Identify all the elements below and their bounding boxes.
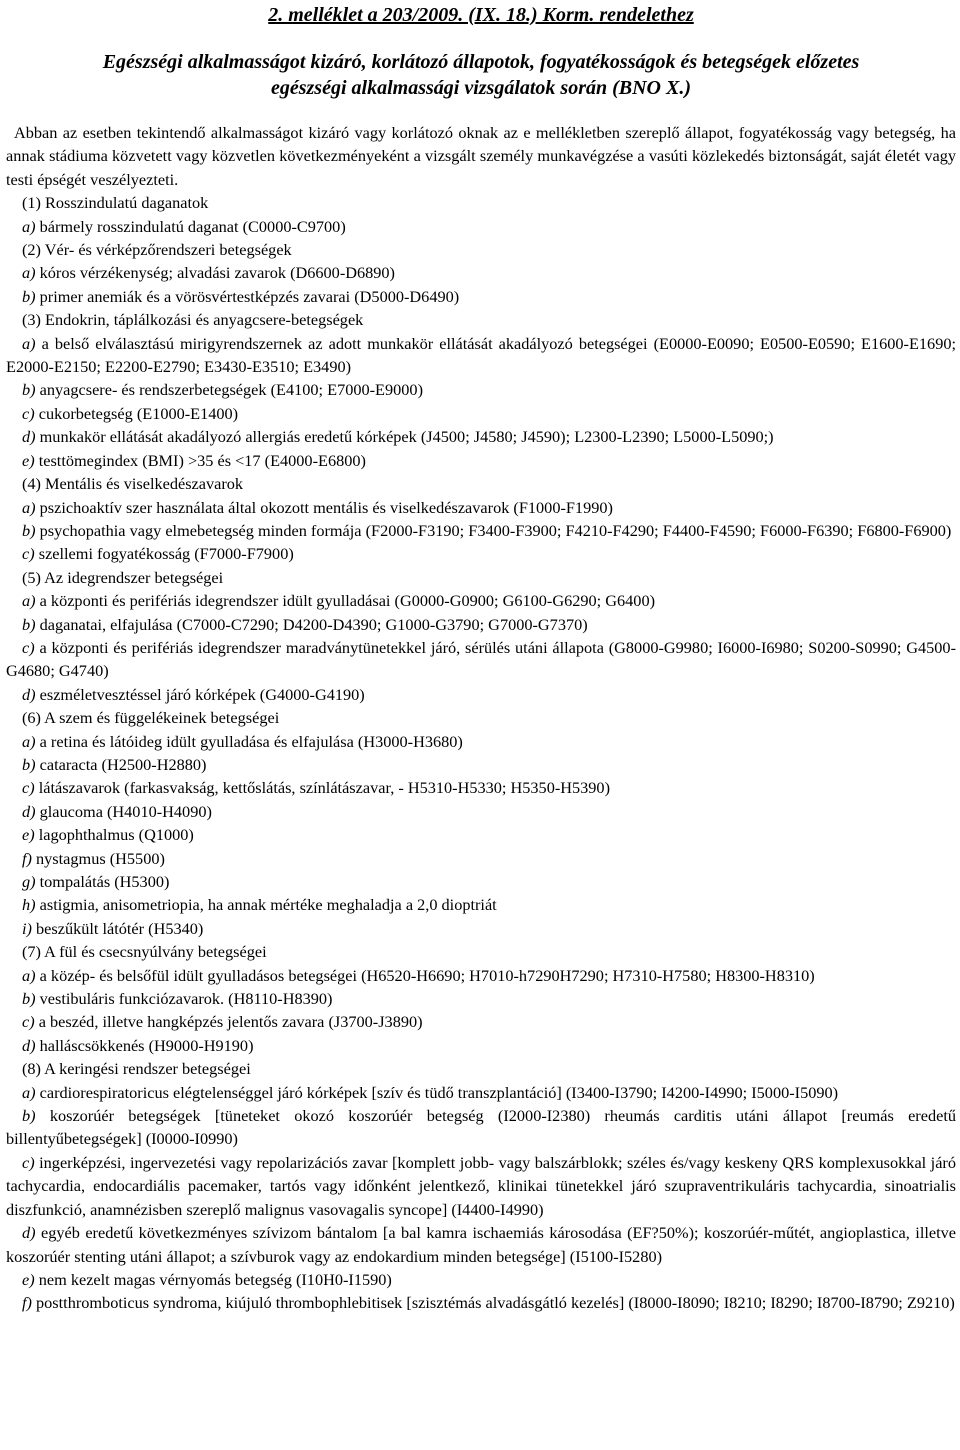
list-item	[6, 823, 956, 846]
item-letter: c)	[22, 403, 35, 423]
item-letter: c)	[22, 778, 35, 798]
item-text: kóros vérzékenység; alvadási zavarok (D6600-D6890)	[35, 263, 395, 283]
item-text: szellemi fogyatékosság (F7000-F7900)	[34, 544, 294, 564]
item-letter: e)	[22, 825, 35, 845]
item-text: a belső elválasztású mirigyrendszernek az adott munkakör ellátását akadályozó betegségei (E0000-E0090; E0500-E0590; E1600-E1690; E2000-E2150; E2200-E2790; E3430-E3510; E3490)	[6, 333, 956, 377]
item-text: cukorbetegség (E1000-E1400)	[34, 403, 239, 423]
list-item	[6, 893, 956, 916]
item-letter: b)	[22, 614, 36, 634]
item-letter: b)	[22, 989, 36, 1009]
list-item	[6, 215, 956, 238]
list-item	[6, 870, 956, 893]
list-item	[6, 1034, 956, 1057]
item-text: beszűkült látótér (H5340)	[31, 918, 204, 938]
list-item	[6, 402, 956, 425]
item-letter: b)	[22, 754, 36, 774]
item-text: (3) Endokrin, táplálkozási és anyagcsere-betegségek	[22, 310, 364, 330]
item-letter: a)	[22, 216, 36, 236]
section-heading	[6, 238, 956, 261]
item-text: a közép- és belsőfül idült gyulladásos betegségei (H6520-H6690; H7010-h7290H7290; H7310-H7580; H8300-H8310)	[35, 965, 815, 985]
item-letter: d)	[22, 684, 36, 704]
item-text: munkakör ellátását akadályozó allergiás eredetű kórképek (J4500; J4580; J4590); L2300-L2390; L5000-L5090;)	[35, 427, 774, 447]
item-text: lagophthalmus (Q1000)	[34, 825, 194, 845]
list-item	[6, 1104, 956, 1151]
item-letter: h)	[22, 895, 36, 915]
item-letter: d)	[22, 427, 36, 447]
item-letter: a)	[22, 333, 36, 353]
list-item	[6, 589, 956, 612]
item-letter: g)	[22, 872, 36, 891]
item-text: primer anemiák és a vörösvértestképzés zavarai (D5000-D6490)	[35, 286, 460, 306]
section-heading	[6, 566, 956, 589]
item-text: (2) Vér- és vérképzőrendszeri betegségek	[22, 240, 292, 260]
item-letter: f)	[22, 1293, 32, 1313]
list-item	[6, 542, 956, 565]
list-item	[6, 285, 956, 308]
document-page	[6, 0, 956, 1315]
section-heading	[6, 706, 956, 729]
title-line-2: egészségi alkalmassági vizsgálatok során (BNO X.)	[270, 77, 692, 99]
item-text: nystagmus (H5500)	[31, 848, 165, 868]
item-text: anyagcsere- és rendszerbetegségek (E4100; E7000-E9000)	[35, 380, 423, 400]
item-letter: a)	[22, 965, 36, 985]
item-text: (7) A fül és csecsnyúlvány betegségei	[22, 942, 267, 962]
item-text: eszméletvesztéssel járó kórképek (G4000-G4190)	[35, 684, 365, 704]
list-item	[6, 519, 956, 542]
intro-paragraph: Abban az esetben tekintendő alkalmasságot kizáró vagy korlátozó oknak az e mellékletben szereplő állapot, fogyatékosság vagy betegség, ha annak stádiuma közvetett vagy közvetlen következményeként a vizsgált személy munkavégzése a vasúti közlekedés biztonságát, saját életét vagy testi épségét veszélyezteti.	[6, 123, 956, 189]
item-letter: d)	[22, 1223, 36, 1243]
list-item	[6, 1151, 956, 1221]
item-text: psychopathia vagy elmebetegség minden formája (F2000-F3190; F3400-F3900; F4210-F4290; F4400-F4590; F6000-F6390; F6800-F6900)	[35, 520, 952, 540]
item-letter: c)	[22, 1012, 35, 1032]
item-text: tompalátás (H5300)	[35, 872, 170, 891]
list-item	[6, 730, 956, 753]
item-text: pszichoaktív szer használata által okozott mentális és viselkedészavarok (F1000-F1990)	[35, 497, 613, 517]
item-letter: e)	[22, 1269, 35, 1289]
item-letter: d)	[22, 1035, 36, 1055]
item-text: halláscsökkenés (H9000-H9190)	[35, 1035, 254, 1055]
item-text: egyéb eredetű következményes szívizom bántalom [a bal kamra ischaemiás károsodása (EF?50%); koszorúér-műtét, angioplastica, illetve koszorúér stenting utáni állapot; a szívburok vagy az endokardium minden betegsége] (I5100-I5280)	[6, 1223, 956, 1266]
condition-list	[6, 191, 956, 1315]
item-text: bármely rosszindulatú daganat (C0000-C9700)	[35, 216, 346, 236]
item-text: látászavarok (farkasvakság, kettőslátás, színlátászavar, - H5310-H5330; H5350-H5390)	[34, 778, 610, 798]
item-letter: a)	[22, 591, 36, 611]
item-letter: c)	[22, 637, 35, 657]
list-item	[6, 636, 956, 683]
list-item	[6, 613, 956, 636]
item-text: ingerképzési, ingervezetési vagy repolarizációs zavar [komplett jobb- vagy balszárblokk; széles és/vagy keskeny QRS komplexusokkal járó tachycardia, endocardiális pacemaker, tartós vagy időnként jelentkező, klinikai tünetekkel járó szupraventrikuláris tachycardia, sinoatrialis diszfunkció, anamnézisben szereplő malignus vasovagalis syncope] (I4400-I4990)	[6, 1152, 956, 1219]
section-heading	[6, 472, 956, 495]
item-text: cataracta (H2500-H2880)	[35, 754, 207, 774]
item-letter: a)	[22, 263, 36, 283]
item-text: (8) A keringési rendszer betegségei	[22, 1059, 251, 1079]
list-item	[6, 964, 956, 987]
list-item	[6, 847, 956, 870]
item-letter: b)	[22, 1106, 36, 1126]
section-heading	[6, 191, 956, 214]
list-item	[6, 449, 956, 472]
item-letter: a)	[22, 1082, 36, 1102]
item-text: cardiorespiratoricus elégtelenséggel járó kórképek [szív és tüdő transzplantáció] (I3400-I3790; I4200-I4990; I5000-I5090)	[35, 1082, 839, 1102]
item-letter: e)	[22, 450, 35, 470]
item-letter: i)	[22, 918, 32, 938]
item-text: koszorúér betegségek [tüneteket okozó koszorúér betegség (I2000-I2380) rheumás carditis utáni állapot [reumás eredetű billentyűbetegségek] (I0000-I0990)	[6, 1106, 956, 1149]
list-item	[6, 378, 956, 401]
document-header	[6, 2, 956, 101]
section-heading	[6, 308, 956, 331]
item-text: (6) A szem és függelékeinek betegségei	[22, 708, 280, 728]
item-text: a központi és perifériás idegrendszer idült gyulladásai (G0000-G0900; G6100-G6290; G6400)	[35, 591, 656, 611]
list-item	[6, 1291, 956, 1314]
list-item	[6, 332, 956, 379]
item-text: (1) Rosszindulatú daganatok	[22, 193, 209, 213]
item-text: vestibuláris funkciózavarok. (H8110-H8390)	[35, 989, 333, 1009]
item-letter: b)	[22, 286, 36, 306]
item-text: testtömegindex (BMI) >35 és <17 (E4000-E6800)	[34, 450, 366, 470]
item-text: astigmia, anisometriopia, ha annak mértéke meghaladja a 2,0 dioptriát	[35, 895, 497, 915]
item-text: daganatai, elfajulása (C7000-C7290; D4200-D4390; G1000-G3790; G7000-G7370)	[35, 614, 588, 634]
section-heading	[6, 940, 956, 963]
title-line-1: Egészségi alkalmasságot kizáró, korlátozó állapotok, fogyatékosságok és betegségek előzetes	[102, 51, 860, 73]
item-text: (4) Mentális és viselkedészavarok	[22, 474, 244, 494]
item-letter: b)	[22, 520, 36, 540]
item-text: nem kezelt magas vérnyomás betegség (I10H0-I1590)	[34, 1269, 392, 1289]
annex-reference: 2. melléklet a 203/2009. (IX. 18.) Korm. rendelethez	[268, 4, 694, 26]
list-item	[6, 800, 956, 823]
item-letter: d)	[22, 801, 36, 821]
list-item	[6, 1081, 956, 1104]
item-text: a retina és látóideg idült gyulladása és elfajulása (H3000-H3680)	[35, 731, 463, 751]
list-item	[6, 753, 956, 776]
list-item	[6, 1221, 956, 1268]
item-text: postthromboticus syndroma, kiújuló thrombophlebitisek [szisztémás alvadásgátló kezelés] (I8000-I8090; I8210; I8290; I8700-I8790; Z9210)	[31, 1293, 955, 1313]
item-letter: a)	[22, 731, 36, 751]
item-text: a központi és perifériás idegrendszer maradványtünetekkel járó, sérülés utáni állapota (G8000-G9980; I6000-I6980; S0200-S0990; G4500-G4680; G4740)	[6, 637, 956, 681]
list-item	[6, 683, 956, 706]
list-item	[6, 1268, 956, 1291]
item-letter: c)	[22, 544, 35, 564]
item-letter: b)	[22, 380, 36, 400]
item-letter: c)	[22, 1152, 35, 1172]
list-item	[6, 261, 956, 284]
item-text: (5) Az idegrendszer betegségei	[22, 567, 224, 587]
list-item	[6, 987, 956, 1010]
list-item	[6, 425, 956, 448]
list-item	[6, 496, 956, 519]
list-item	[6, 776, 956, 799]
item-text: a beszéd, illetve hangképzés jelentős zavara (J3700-J3890)	[34, 1012, 423, 1032]
item-letter: a)	[22, 497, 36, 517]
section-heading	[6, 1057, 956, 1080]
list-item	[6, 917, 956, 940]
item-letter: f)	[22, 848, 32, 868]
item-text: glaucoma (H4010-H4090)	[35, 801, 212, 821]
list-item	[6, 1010, 956, 1033]
